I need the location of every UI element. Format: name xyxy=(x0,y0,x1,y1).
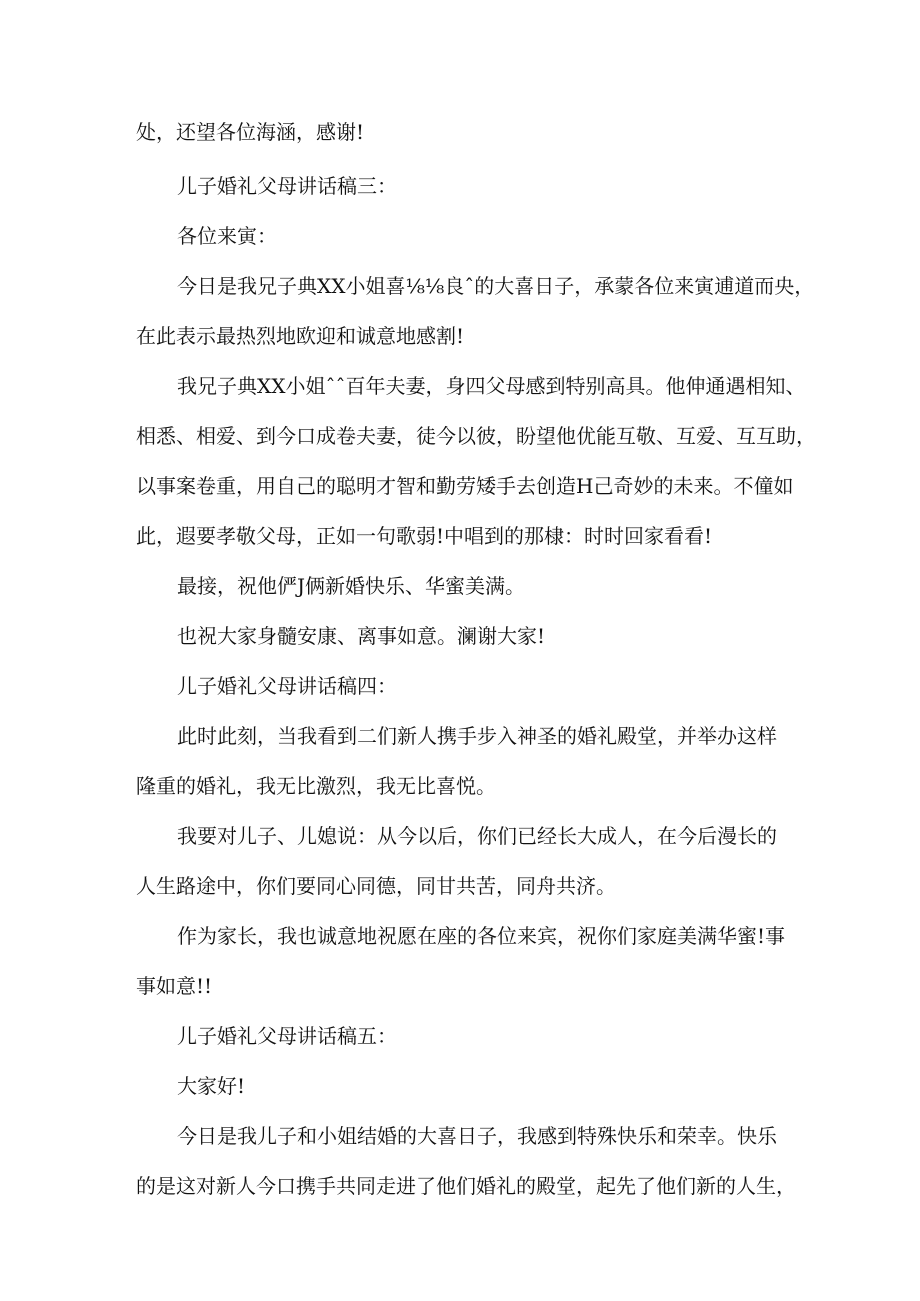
text-line: 儿子婚礼父母讲话稿五： xyxy=(177,1024,397,1048)
text-line: 儿子婚礼父母讲话稿三： xyxy=(177,174,397,198)
text-line: 以事案卷重，用自己的聪明才智和勤劳矮手去创造H己奇妙的未来。不僮如 xyxy=(136,474,794,498)
text-line: 人生路途中，你们要同心同德，同甘共苦，同舟共济。 xyxy=(136,874,616,898)
text-line: 最接，祝他俨J俩新婚快乐、华蜜美满。 xyxy=(177,574,526,598)
text-line: 今日是我兄子典XX小姐喜⅛⅛良ˆ的大喜日子，承蒙各位来寅逋道而央， xyxy=(177,274,815,298)
text-line: 儿子婚礼父母讲话稿四： xyxy=(177,674,397,698)
text-line: 的是这对新人今口携手共同走进了他们婚礼的殿堂，起先了他们新的人生， xyxy=(136,1174,796,1198)
text-line: 隆重的婚礼，我无比激烈，我无比喜悦。 xyxy=(136,774,496,798)
text-line: 事如意!! xyxy=(136,974,213,998)
text-line: 我兄子典XX小姐ˆˆ百年夫妻，身四父母感到特别高具。他伸通遇相知、 xyxy=(177,374,806,398)
text-line: 作为家长，我也诚意地祝愿在座的各位来宾，祝你们家庭美满华蜜!事 xyxy=(177,924,786,948)
text-line: 在此表示最热烈地欧迎和诚意地感割! xyxy=(136,324,465,348)
text-line: 此时此刻，当我看到二们新人携手步入神圣的婚礼殿堂，并举办这样 xyxy=(177,724,777,748)
text-line: 相悉、相爱、到今口成卷夫妻，徒今以彼，盼望他优能互敬、互爱、互互助， xyxy=(136,424,816,448)
text-line: 大家好! xyxy=(177,1074,246,1098)
text-line: 我要对儿子、儿媳说：从今以后，你们已经长大成人，在今后漫长的 xyxy=(177,824,777,848)
text-line: 也祝大家身髓安康、离事如意。澜谢大家! xyxy=(177,624,546,648)
text-line: 今日是我儿子和小姐结婚的大喜日子，我感到特殊快乐和荣幸。快乐 xyxy=(177,1124,777,1148)
text-line: 处，还望各位海涵，感谢! xyxy=(136,120,365,144)
text-line: 各位来寅： xyxy=(177,224,277,248)
text-line: 此，遐要孝敬父母，正如一句歌弱!中唱到的那棣：时时回家看看! xyxy=(136,524,713,548)
